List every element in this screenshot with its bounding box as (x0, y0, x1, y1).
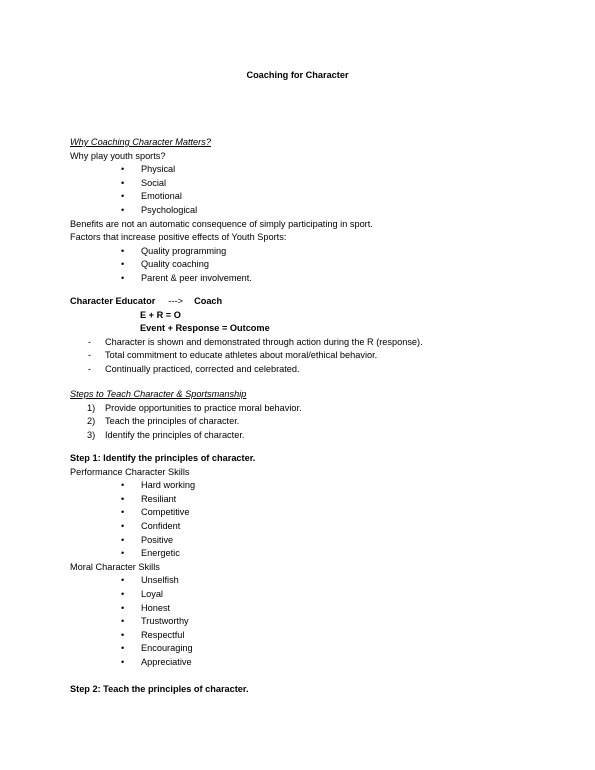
performance-skill: • Positive (70, 534, 550, 548)
step1-heading: Step 1: Identify the principles of character. (70, 453, 256, 463)
educator-point: - Continually practiced, corrected and celebrated. (70, 363, 550, 377)
step-number: 3) (87, 429, 96, 440)
why-heading: Why Coaching Character Matters? (70, 137, 211, 147)
moral-skill: • Appreciative (70, 656, 550, 670)
step-text: Provide opportunities to practice moral behavior. (105, 402, 302, 413)
performance-skill: • Hard working (70, 479, 550, 493)
reason-item: • Social (70, 177, 550, 191)
step-number: 1) (87, 402, 96, 413)
educator-arrow: ---> (168, 296, 183, 306)
moral-skill: • Trustworthy (70, 615, 550, 629)
step2-heading: Step 2: Teach the principles of character. (70, 684, 249, 694)
performance-skill: • Energetic (70, 547, 550, 561)
moral-skill: • Encouraging (70, 642, 550, 656)
steps-heading: Steps to Teach Character & Sportsmanship (70, 389, 247, 399)
formula-words: Event + Response = Outcome (140, 323, 270, 334)
step-item (70, 429, 550, 443)
page-title: Coaching for Character (246, 70, 349, 80)
moral-skill: • Loyal (70, 588, 550, 602)
educator-left: Character Educator (70, 296, 156, 306)
factor-item: • Quality coaching (70, 258, 550, 272)
reason-item: • Physical (70, 163, 550, 177)
step1-section (70, 452, 550, 670)
educator-point: - Total commitment to educate athletes about moral/ethical behavior. (70, 349, 550, 363)
why-question: Why play youth sports? (70, 150, 166, 161)
step-item (70, 402, 550, 416)
educator-section (70, 295, 550, 377)
step2-section (70, 683, 550, 697)
performance-skill: • Competitive (70, 506, 550, 520)
moral-skill: • Unselfish (70, 574, 550, 588)
moral-label: Moral Character Skills (70, 561, 160, 572)
educator-right: Coach (194, 296, 223, 306)
performance-skill: • Confident (70, 520, 550, 534)
step-text: Identify the principles of character. (105, 429, 245, 440)
moral-skill: • Honest (70, 602, 550, 616)
reason-item: • Emotional (70, 190, 550, 204)
formula: E + R = O (140, 309, 181, 320)
step-number: 2) (87, 416, 96, 427)
why-section (70, 136, 550, 286)
factors-intro: Factors that increase positive effects of Youth Sports: (70, 232, 287, 243)
educator-line (70, 295, 550, 309)
factor-item: • Parent & peer involvement. (70, 272, 550, 286)
factor-item: • Quality programming (70, 245, 550, 259)
step-text: Teach the principles of character. (105, 416, 240, 427)
step-item (70, 415, 550, 429)
benefits-text: Benefits are not an automatic consequence of simply participating in sport. (70, 218, 373, 229)
performance-skill: • Resiliant (70, 493, 550, 507)
educator-point: - Character is shown and demonstrated through action during the R (response). (70, 336, 550, 350)
reason-item: • Psychological (70, 204, 550, 218)
steps-section (70, 388, 550, 442)
moral-skill: • Respectful (70, 629, 550, 643)
performance-label: Performance Character Skills (70, 466, 190, 477)
